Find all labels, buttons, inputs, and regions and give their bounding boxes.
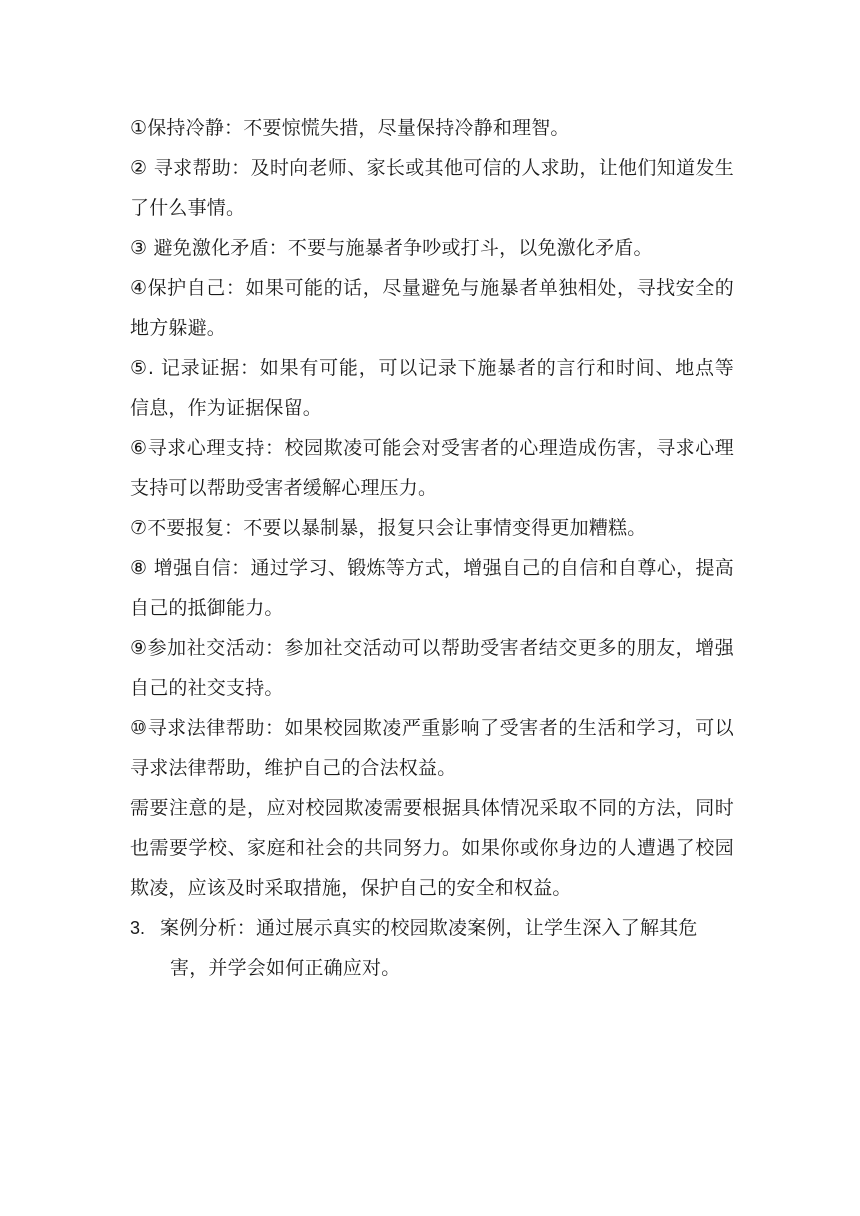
numbered-item-line2: 害，并学会如何正确应对。 xyxy=(170,957,401,979)
list-item-5: ⑤. 记录证据：如果有可能，可以记录下施暴者的言行和时间、地点等信息，作为证据保留。 xyxy=(130,357,734,419)
list-item-4: ④保护自己：如果可能的话，尽量避免与施暴者单独相处，寻找安全的地方躲避。 xyxy=(130,277,734,339)
list-item-6: ⑥寻求心理支持：校园欺凌可能会对受害者的心理造成伤害，寻求心理支持可以帮助受害者缓解心理压力。 xyxy=(130,437,734,499)
closing-note: 需要注意的是，应对校园欺凌需要根据具体情况采取不同的方法，同时也需要学校、家庭和社会的共同努力。如果你或你身边的人遭遇了校园欺凌，应该及时采取措施，保护自己的安全和权益。 xyxy=(130,797,734,899)
numbered-item-text xyxy=(160,908,734,988)
numbered-item-3 xyxy=(130,908,734,988)
list-item-3: ③ 避免激化矛盾：不要与施暴者争吵或打斗，以免激化矛盾。 xyxy=(130,237,653,259)
list-item-9: ⑨参加社交活动：参加社交活动可以帮助受害者结交更多的朋友，增强自己的社交支持。 xyxy=(130,637,734,699)
numbered-item-line1: 案例分析：通过展示真实的校园欺凌案例，让学生深入了解其危 xyxy=(160,917,698,939)
list-item-7: ⑦不要报复：不要以暴制暴，报复只会让事情变得更加糟糕。 xyxy=(130,517,647,539)
list-item-2: ② 寻求帮助：及时向老师、家长或其他可信的人求助，让他们知道发生了什么事情。 xyxy=(130,157,734,219)
item-number: 3. xyxy=(130,918,146,938)
list-item-1: ①保持冷静：不要惊慌失措，尽量保持冷静和理智。 xyxy=(130,117,570,139)
document-body xyxy=(130,108,734,988)
list-item-10: ⑩寻求法律帮助：如果校园欺凌严重影响了受害者的生活和学习，可以寻求法律帮助，维护自己的合法权益。 xyxy=(130,717,734,779)
list-item-8: ⑧ 增强自信：通过学习、锻炼等方式，增强自己的自信和自尊心，提高自己的抵御能力。 xyxy=(130,557,734,619)
